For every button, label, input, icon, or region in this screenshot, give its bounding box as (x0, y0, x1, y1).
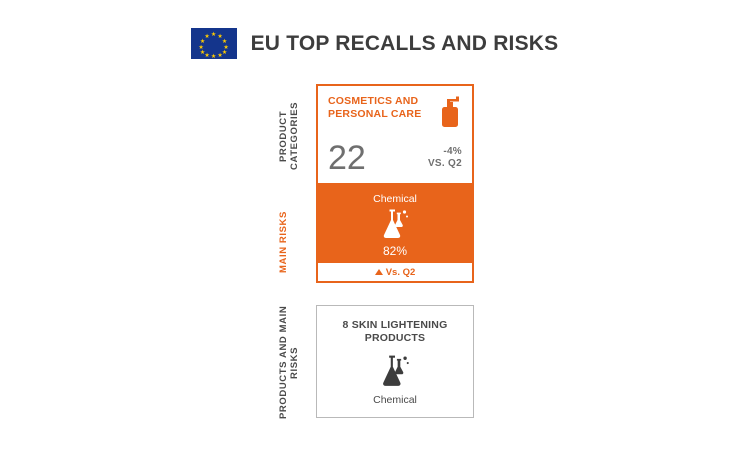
header (0, 28, 749, 59)
category-count: 22 (328, 139, 366, 177)
rail-label-products-and-main-risks: PRODUCTS AND MAIN RISKS (278, 305, 300, 420)
main-risk-block (316, 185, 474, 263)
rail-label-product-categories: PRODUCT CATEGORIES (278, 101, 300, 171)
flask-chemical-icon (318, 206, 472, 242)
category-delta (428, 146, 462, 170)
soap-dispenser-icon (437, 95, 463, 134)
main-risk-percent: 82% (382, 244, 408, 258)
category-title: COSMETICS AND PERSONAL CARE (328, 95, 422, 120)
page-title: EU TOP RECALLS AND RISKS (250, 31, 559, 55)
product-risk-card (316, 305, 474, 418)
main-risk-trend-text: Vs. Q2 (385, 266, 416, 278)
main-risk-trend (316, 263, 474, 283)
flask-chemical-icon (379, 351, 411, 391)
eu-flag-icon: ★ ★ ★ ★ ★ ★ ★ ★ ★ ★ ★ ★ (191, 28, 237, 59)
product-risk-title: 8 SKIN LIGHTENING PRODUCTS (342, 319, 448, 344)
product-risk-caption: Chemical (373, 394, 417, 406)
category-delta-value: -4% (443, 146, 462, 157)
main-risk-label: Chemical (373, 193, 417, 205)
category-column (316, 84, 474, 283)
category-delta-period: VS. Q2 (427, 158, 462, 169)
category-count-block (316, 137, 474, 185)
arrow-up-icon (375, 269, 383, 275)
category-title-block (316, 84, 474, 137)
rail-label-main-risks: MAIN RISKS (278, 211, 289, 273)
